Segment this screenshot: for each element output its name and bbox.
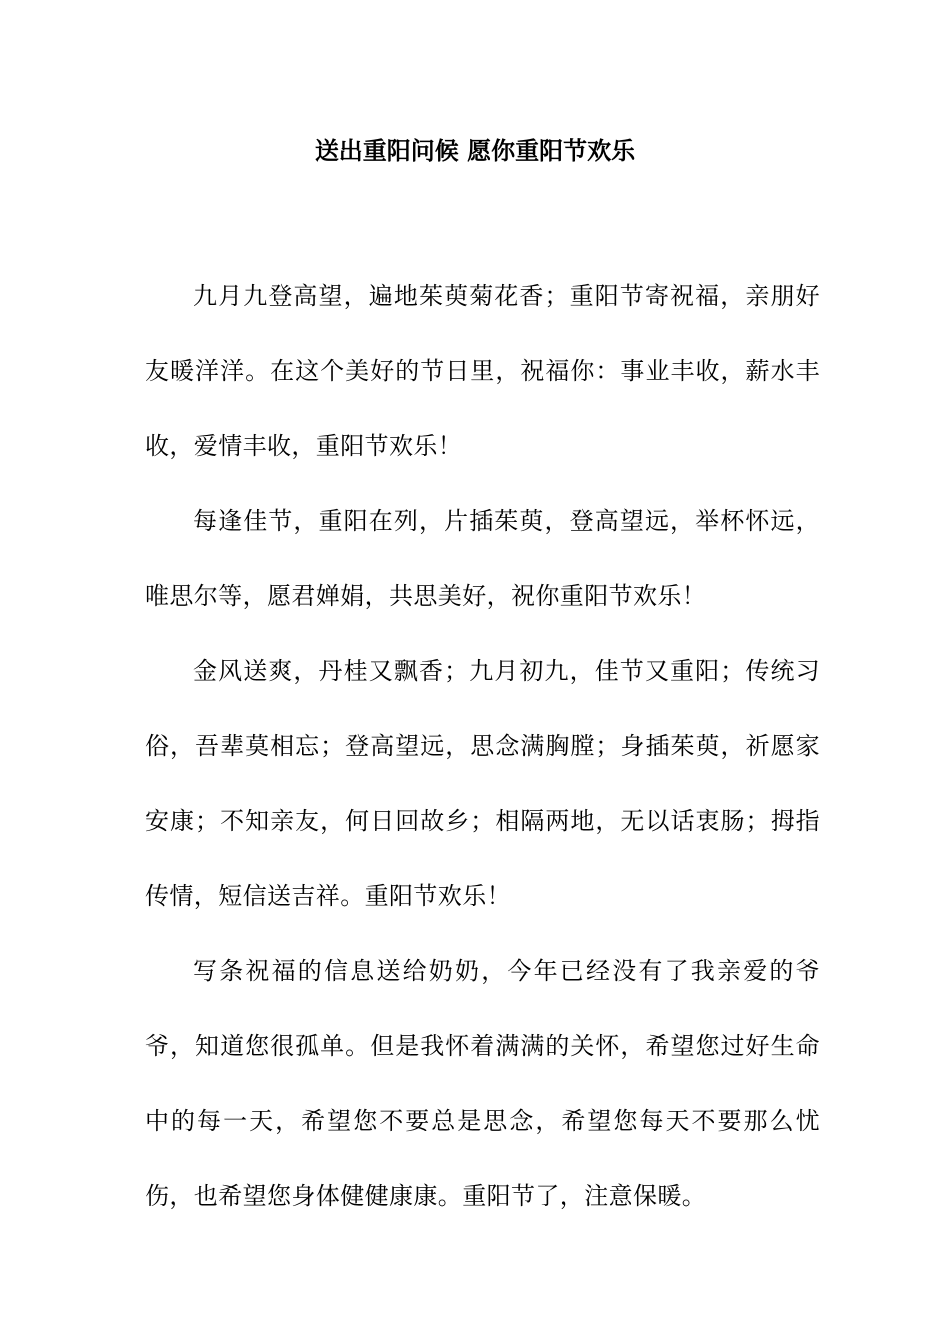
- paragraph-1: 九月九登高望，遍地茱萸菊花香；重阳节寄祝福，亲朋好友暖洋洋。在这个美好的节日里，祝福你：事业丰收，薪水丰收，爱情丰收，重阳节欢乐！: [145, 282, 820, 460]
- paragraph-3: 金风送爽，丹桂又飘香；九月初九，佳节又重阳；传统习俗，吾辈莫相忘；登高望远，思念满胸膛；身插茱萸，祈愿家安康；不知亲友，何日回故乡；相隔两地，无以话衷肠；拇指传情，短信送吉祥。重阳节欢乐！: [145, 657, 820, 910]
- paragraph-4: 写条祝福的信息送给奶奶，今年已经没有了我亲爱的爷爷，知道您很孤单。但是我怀着满满的关怀，希望您过好生命中的每一天，希望您不要总是思念，希望您每天不要那么忧伤，也希望您身体健健康康。重阳节了，注意保暖。: [145, 957, 820, 1210]
- document-body: [145, 259, 820, 1234]
- document-title: 送出重阳问候 愿你重阳节欢乐: [314, 136, 636, 165]
- paragraph-2: 每逢佳节，重阳在列，片插茱萸，登高望远，举杯怀远，唯思尔等，愿君婵娟，共思美好，祝你重阳节欢乐！: [145, 507, 820, 610]
